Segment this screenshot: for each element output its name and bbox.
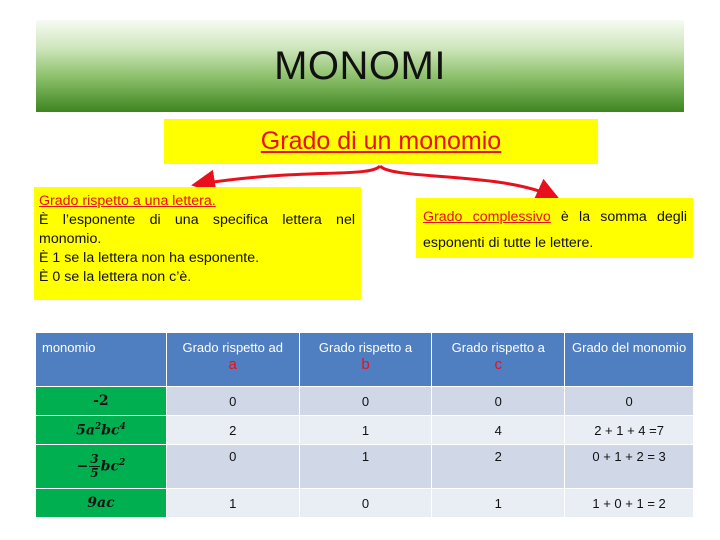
degree-a-cell: 1 bbox=[166, 489, 299, 518]
exponent-c: 4 bbox=[119, 421, 126, 432]
header-c-letter: c bbox=[494, 356, 503, 373]
header-total-degree: Grado del monomio bbox=[565, 333, 694, 387]
exponent-a: 2 bbox=[94, 421, 102, 432]
subtitle: Grado di un monomio bbox=[260, 127, 502, 155]
table-row bbox=[36, 387, 694, 416]
header-c-prefix: Grado rispetto a bbox=[451, 340, 545, 355]
total-degree-text: è la somma degli esponenti di tutte le lettere. bbox=[423, 209, 688, 251]
variable-c: c bbox=[110, 458, 119, 475]
degree-c-cell: 4 bbox=[432, 416, 565, 445]
header-b-letter: b bbox=[361, 356, 370, 373]
total-degree-cell: 2 + 1 + 4 =7 bbox=[565, 416, 694, 445]
header-b-prefix: Grado rispetto a bbox=[318, 340, 413, 355]
variable-c: c bbox=[106, 495, 115, 511]
minus-sign: − bbox=[76, 458, 89, 475]
total-degree-heading: Grado complessivo bbox=[423, 209, 551, 225]
definition-line: È l’esponente di una specifica lettera nel monomio. bbox=[39, 212, 355, 247]
degree-b-cell: 1 bbox=[299, 416, 432, 445]
degree-per-letter-heading: Grado rispetto a una lettera. bbox=[39, 193, 216, 209]
subtitle-box bbox=[164, 119, 598, 164]
total-degree-cell: 1 + 0 + 1 = 2 bbox=[565, 489, 694, 518]
arrow-right bbox=[380, 166, 552, 196]
variable-b: b bbox=[101, 422, 111, 439]
variable-b: b bbox=[100, 458, 111, 475]
degree-per-letter-box bbox=[34, 187, 361, 300]
denominator: 5 bbox=[90, 466, 99, 480]
degree-b-cell: 1 bbox=[299, 445, 432, 489]
monomial-cell bbox=[36, 445, 167, 489]
degree-c-cell: 0 bbox=[432, 387, 565, 416]
header-degree-a bbox=[166, 333, 299, 387]
degree-b-cell: 0 bbox=[299, 489, 432, 518]
coefficient: 9 bbox=[87, 495, 97, 511]
monomial-cell bbox=[36, 416, 167, 445]
degree-b-cell: 0 bbox=[299, 387, 432, 416]
total-degree-cell: 0 + 1 + 2 = 3 bbox=[565, 445, 694, 489]
slide-title: MONOMI bbox=[274, 43, 446, 88]
header-a-letter: a bbox=[228, 356, 237, 373]
variable-a: a bbox=[85, 422, 95, 439]
header-degree-b bbox=[299, 333, 432, 387]
variable-c: c bbox=[110, 422, 120, 439]
degree-table bbox=[35, 332, 694, 518]
monomial-cell bbox=[36, 489, 167, 518]
arrow-left bbox=[200, 166, 380, 184]
title-bar bbox=[36, 20, 684, 112]
degree-c-cell: 2 bbox=[432, 445, 565, 489]
table-row bbox=[36, 445, 694, 489]
degree-a-cell: 2 bbox=[166, 416, 299, 445]
rule-line: È 1 se la lettera non ha esponente. bbox=[39, 250, 260, 266]
coefficient: 5 bbox=[76, 422, 86, 439]
monomial-cell bbox=[36, 387, 167, 416]
table-row bbox=[36, 416, 694, 445]
table-header-row bbox=[36, 333, 694, 387]
header-monomio: monomio bbox=[36, 333, 167, 387]
degree-c-cell: 1 bbox=[432, 489, 565, 518]
degree-a-cell: 0 bbox=[166, 387, 299, 416]
degree-a-cell: 0 bbox=[166, 445, 299, 489]
table-row bbox=[36, 489, 694, 518]
header-a-prefix: Grado rispetto ad bbox=[182, 340, 283, 355]
header-degree-c bbox=[432, 333, 565, 387]
exponent-c: 2 bbox=[118, 457, 126, 468]
total-degree-box bbox=[416, 198, 693, 258]
rule-line: È 0 se la lettera non c’è. bbox=[39, 269, 192, 285]
fraction bbox=[89, 453, 99, 480]
monomial-text: -2 bbox=[93, 393, 109, 409]
numerator: 3 bbox=[90, 452, 99, 466]
variable-a: a bbox=[96, 495, 107, 511]
total-degree-cell: 0 bbox=[565, 387, 694, 416]
